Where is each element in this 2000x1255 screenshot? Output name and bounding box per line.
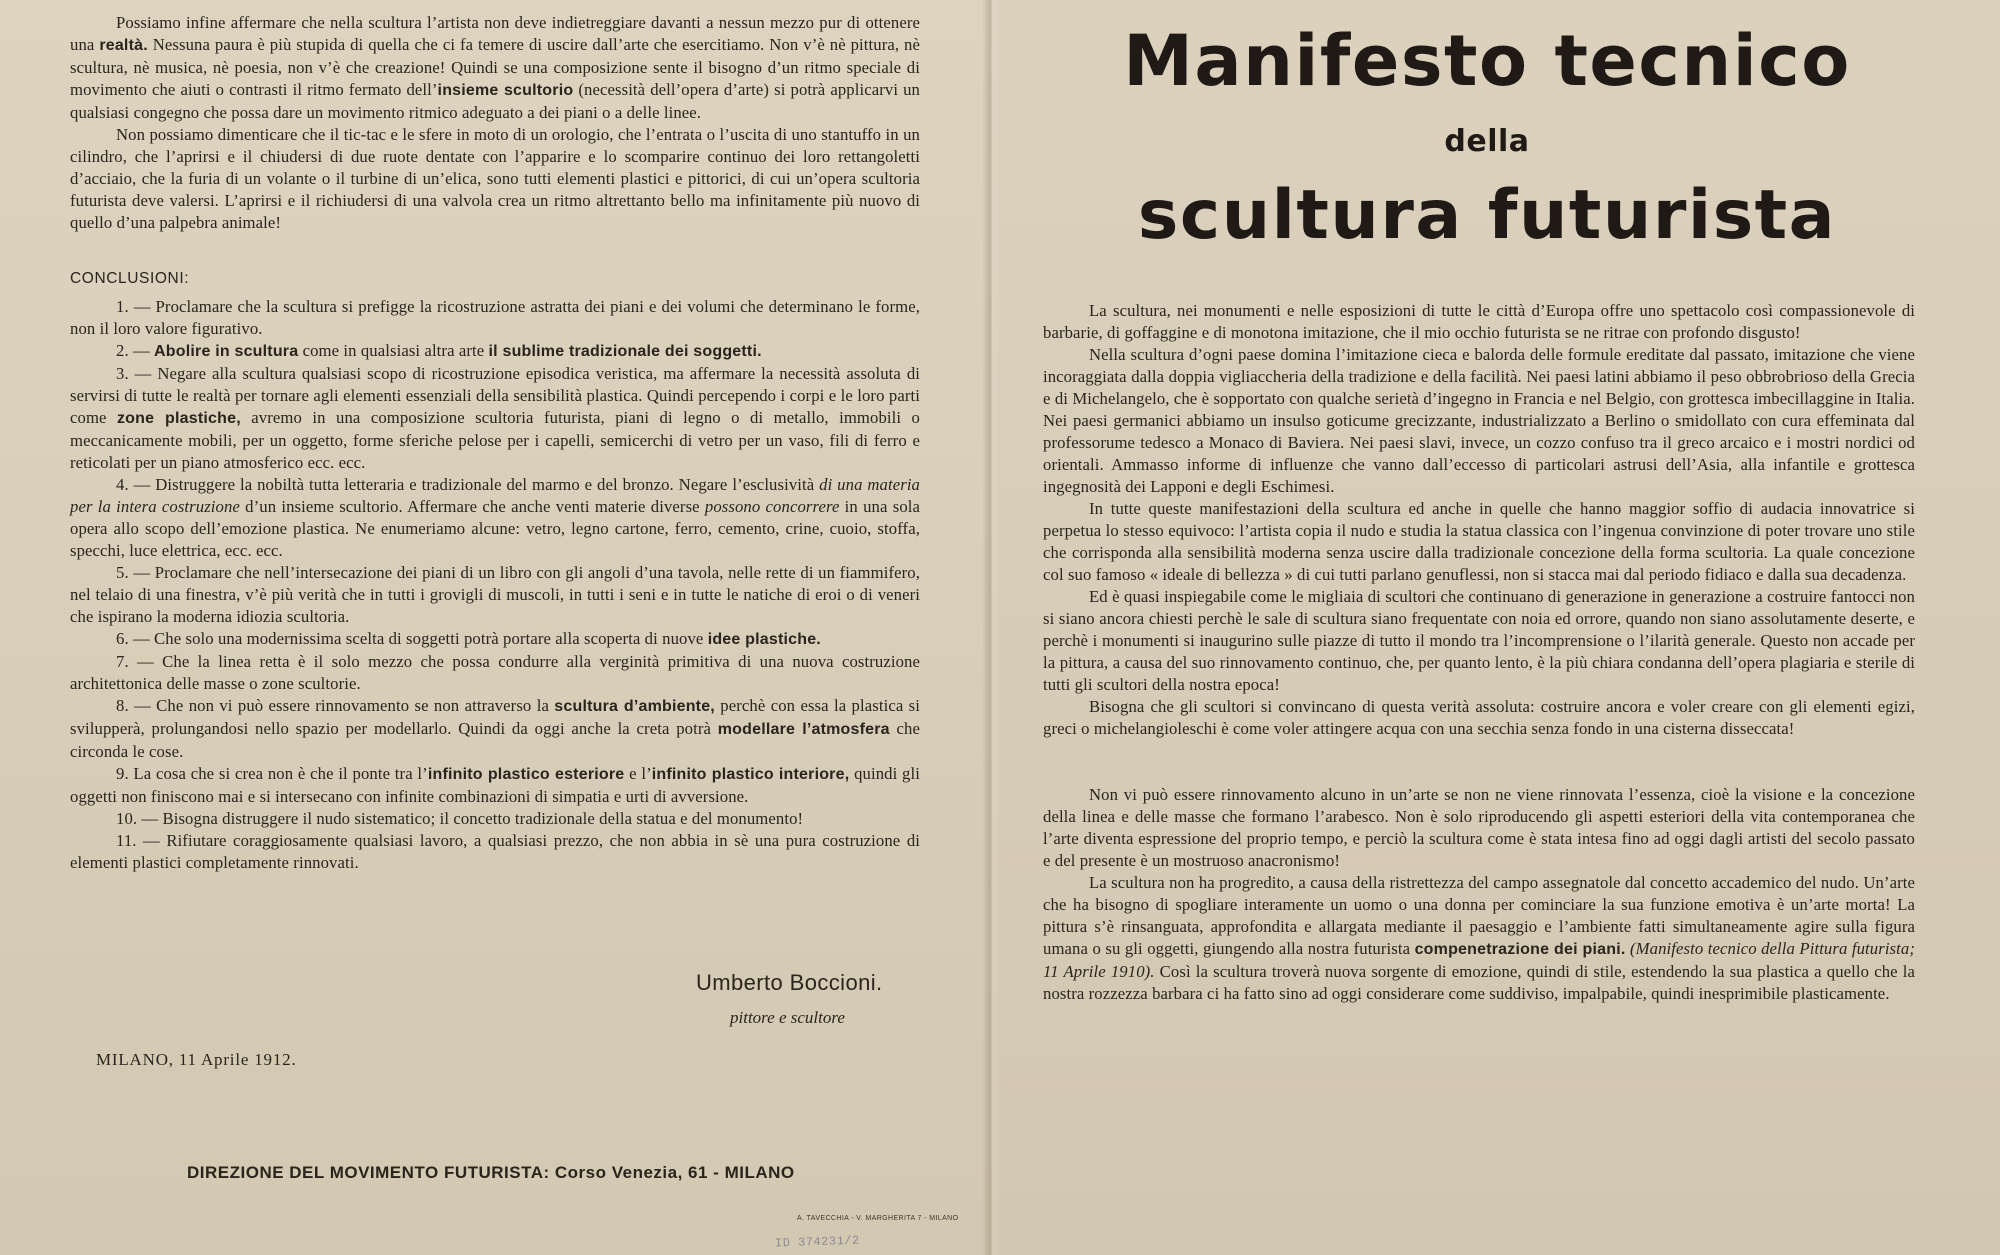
emphasis-bold: insieme scultorio [437,82,574,99]
center-fold [982,0,1000,1255]
paragraph: La scultura non ha progredito, a causa della ristrettezza del campo assegnatole dal concetto accademico del nudo. Un’arte che ha bisogno di spogliare interamente un uomo o una donna per cominciare la sua funzione emotiva è un’arte morta! La pittura s’è rinsanguata, approfondita e allargata mediante il paesaggio e l’ambiente fatti simultaneamente agire sulla figura umana o su gli oggetti, giungendo alla nostra futurista compenetrazione dei piani. (Manifesto tecnico della Pittura futurista; 11 Aprile 1910). Così la scultura troverà nuova sorgente di emozione, quindi di stile, estendendo la sua plastica a quello che la nostra rozzezza barbara ci ha fatto sino ad oggi considerare come suddiviso, impalpabile, quindi inesprimibile plasticamente. [1043,873,1915,1003]
title-line-2: della [1444,124,1530,159]
conclusions-heading: CONCLUSIONI: [70,270,190,287]
emphasis-bold: Abolire in scultura [154,343,299,360]
conclusions-list [70,296,920,874]
emphasis-italic: (Manifesto tecnico della Pittura futurista; 11 Aprile 1910). [1043,939,1915,981]
title-line-1: Manifesto tecnico [1123,20,1851,102]
conclusion-item: 8. — Che non vi può essere rinnovamento se non attraverso la scultura d’ambiente, perchè con essa la plastica si svilupperà, prolungandosi nello spazio per modellarlo. Quindi da oggi anche la creta potrà modellare l’atmosfera che circonda le cose. [70,696,920,761]
title-line-3: scultura futurista [1137,176,1837,255]
emphasis-bold: infinito plastico interiore, [651,766,850,783]
paragraph: In tutte queste manifestazioni della scultura ed anche in quelle che hanno maggior soffio di audacia innovatrice si perpetua lo stesso equivoco: l’artista copia il nudo e studia la statua classica con l’ingenua convinzione di poter trovare uno stile che corrisponda alla sensibilità moderna senza uscire dalla tradizionale concezione della forma scultoria. La quale concezione col suo famoso « ideale di bellezza » di cui tutti parlano genuflessi, non si stacca mai dal periodo fidiaco e dalla sua decadenza. [1043,499,1915,584]
emphasis-bold: il sublime tradizionale dei soggetti. [488,343,762,360]
paragraph: Possiamo infine affermare che nella scultura l’artista non deve indietreggiare davanti a nessun mezzo pur di ottenere una realtà. Nessuna paura è più stupida di quella che ci fa temere di uscire dall’arte che esercitiamo. Non v’è nè pittura, nè scultura, nè musica, nè poesia, non v’è che creazione! Quindi se una composizione sente il bisogno d’un ritmo speciale di movimento che aiuti o contrasti il ritmo fermato dell’insieme scultorio (necessità dell’opera d’arte) si potrà applicarvi un qualsiasi congegno che possa dare un movimento ritmico adeguato a dei piani o a delle linee. [70,13,921,122]
paragraph: Bisogna che gli scultori si convincano di questa verità assoluta: costruire ancora e voler creare con gli elementi egizi, greci o michelangioleschi è come voler attingere acqua con una secchia senza fondo in una cisterna disseccata! [1043,697,1915,738]
paragraph: Non vi può essere rinnovamento alcuno in un’arte se non ne viene rinnovata l’essenza, cioè la visione e la concezione della linea e delle masse che formano l’arabesco. Non è solo riproducendo gli aspetti esteriori della vita contemporanea che l’arte diventa espressione del proprio tempo, e perciò la scultura come è stata intesa fino ad oggi dagli artisti del secolo passato e del presente è un mostruoso anacronismo! [1043,785,1915,870]
emphasis-bold: compenetrazione dei piani. [1414,941,1626,958]
right-paragraphs-part1 [1043,300,1915,740]
conclusion-item: 11. — Rifiutare coraggiosamente qualsiasi lavoro, a qualsiasi prezzo, che non abbia in sè una pura costruzione di elementi plastici completamente rinnovati. [70,831,920,872]
emphasis-bold: scultura d’ambiente, [554,698,715,715]
conclusion-item: 9. La cosa che si crea non è che il ponte tra l’infinito plastico esteriore e l’infinito plastico interiore, quindi gli oggetti non finiscono mai e si intersecano con infinite combinazioni di simpatia e urti di avversione. [70,764,920,806]
emphasis-italic: di una materia per la intera costruzione [70,475,920,516]
conclusion-item: 10. — Bisogna distruggere il nudo sistematico; il concetto tradizionale della statua e del monumento! [116,809,804,828]
left-text-column [70,12,920,874]
conclusion-item: 6. — Che solo una modernissima scelta di soggetti potrà portare alla scoperta di nuove idee plastiche. [116,629,821,648]
printer-imprint: A. TAVECCHIA - V. MARGHERITA 7 - MILANO [797,1215,959,1222]
paragraph: Non possiamo dimenticare che il tic-tac e le sfere in moto di un orologio, che l’entrata o l’uscita di uno stantuffo in un cilindro, che l’aprirsi e il chiudersi di due ruote dentate con l’apparire e lo scomparire continuo dei loro rettangoletti d’acciaio, che la furia di un volante o il turbine di un’elica, sono tutti elementi plastici e pittorici, di cui un’opera scultoria futurista deve valersi. L’aprirsi e il richiudersi di una valvola crea un ritmo altrettanto bello ma infinitamente più nuovo di quello d’una palpebra animale! [70,125,920,232]
movement-address-footer: DIREZIONE DEL MOVIMENTO FUTURISTA: Corso Venezia, 61 - MILANO [187,1163,795,1182]
paragraph: La scultura, nei monumenti e nelle esposizioni di tutte le città d’Europa offre uno spettacolo così compassionevole di barbarie, di goffaggine e di monotona imitazione, che il mio occhio futurista se ne ritrae con profondo disgusto! [1043,301,1915,342]
archive-stamp: ID 374231/2 [774,1233,860,1251]
conclusion-item: 2. — Abolire in scultura come in qualsiasi altra arte il sublime tradizionale dei soggetti. [116,341,762,360]
right-paragraphs-part2 [1043,784,1915,1005]
conclusion-item: 7. — Che la linea retta è il solo mezzo che possa condurre alla verginità primitiva di una nuova costruzione architettonica delle masse o zone scultorie. [70,652,920,693]
author-signature: Umberto Boccioni. [696,970,883,995]
emphasis-bold: idee plastiche. [707,631,821,648]
right-text-column [1043,300,1915,1005]
conclusion-item: 1. — Proclamare che la scultura si prefigge la ricostruzione astratta dei piani e dei volumi che determinano le forme, non il loro valore figurativo. [70,297,920,338]
author-role: pittore e scultore [730,1008,845,1027]
conclusion-item: 4. — Distruggere la nobiltà tutta letteraria e tradizionale del marmo e del bronzo. Negare l’esclusività di una materia per la intera costruzione d’un insieme scultorio. Affermare che anche venti materie diverse possono concorrere in una sola opera allo scopo dell’emozione plastica. Ne enumeriamo alcune: vetro, legno cartone, ferro, cemento, crine, cuoio, stoffa, specchi, luce elettrica, ecc. ecc. [70,475,920,560]
dateline: MILANO, 11 Aprile 1912. [96,1050,297,1069]
emphasis-bold: realtà. [99,37,148,54]
conclusion-item: 3. — Negare alla scultura qualsiasi scopo di ricostruzione episodica veristica, ma affermare la necessità assoluta di servirsi di tutte le realtà per tornare agli elementi essenziali della sensibilità plastica. Quindi percependo i corpi e le loro parti come zone plastiche, avremo in una composizione scultoria futurista, piani di legno o di metallo, immobili o meccanicamente mobili, per un oggetto, forme sferiche pelose per i capelli, semicerchi di vetro per un vaso, fili di ferro e reticolati per un piano atmosferico ecc. ecc. [70,364,920,472]
emphasis-bold: infinito plastico esteriore [427,766,625,783]
emphasis-bold: zone plastiche, [116,410,241,427]
emphasis-bold: modellare l’atmosfera [717,721,890,738]
emphasis-italic: possono concorrere [704,497,840,516]
paragraph: Ed è quasi inspiegabile come le migliaia di scultori che continuano di generazione in generazione a costruire fantocci non si siano ancora chiesti perchè le sale di scultura siano frequentate con noia ed orrore, quando non siano assolutamente deserte, e perchè i monumenti si inaugurino sulle piazze di tutto il mondo tra l’incomprensione o l’ilarità generale. Questo non accade per la pittura, a causa del suo rinnovamento continuo, che, per quanto lento, è la più chiara condanna dell’opera plagiaria e sterile di tutti gli scultori della nostra epoca! [1043,587,1915,694]
left-page [0,0,990,1255]
conclusion-item: 5. — Proclamare che nell’intersecazione dei piani di un libro con gli angoli d’una tavola, nelle rette di un fiammifero, nel telaio di una finestra, v’è più verità che in tutti i grovigli di muscoli, in tutti i seni e in tutte le natiche di eroi o di veneri che ispirano la moderna idiozia scultoria. [70,563,920,626]
intro-paragraphs [70,12,920,234]
paragraph: Nella scultura d’ogni paese domina l’imitazione cieca e balorda delle formule ereditate dal passato, imitazione che viene incoraggiata dalla doppia vigliaccheria della tradizione e della facilità. Nei paesi latini abbiamo il peso obbrobrioso della Grecia e di Michelangelo, che è sopportato con qualche serietà d’ingegno in Francia e nel Belgio, con grottesca imbecillaggine in Italia. Nei paesi germanici abbiamo un insulso goticume grecizzante, industrializzato a Berlino o smidollato con cura effeminata dal professorume tedesco a Monaco di Baviera. Nei paesi slavi, invece, un cozzo confuso tra il greco arcaico e i mostri nordici od orientali. Ammasso informe di influenze che vanno dall’eccesso di particolari astrusi dell’Asia, alla infantile e grottesca ingegnosità dei Lapponi e degli Eschimesi. [1043,345,1915,496]
